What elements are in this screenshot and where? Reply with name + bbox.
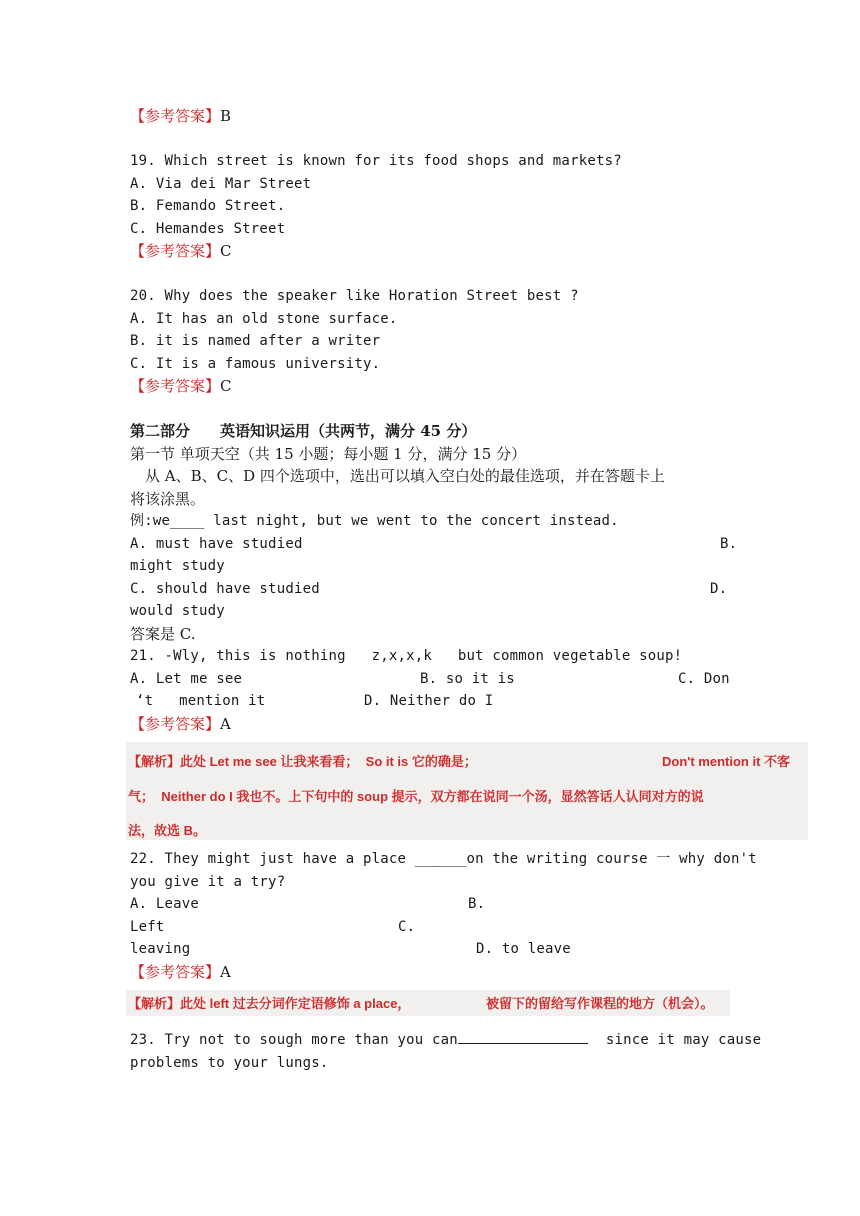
q19-option-b: B. Femando Street. <box>130 198 286 214</box>
q23-question-line-2: problems to your lungs. <box>130 1055 329 1071</box>
q22-question-line-2: you give it a try? <box>130 874 286 890</box>
q20-question: 20. Why does the speaker like Horation Street best ? <box>130 288 579 304</box>
example-option-b-text: might study <box>130 558 225 574</box>
example-option-c: C. should have studied <box>130 581 320 597</box>
answer-label: 【参考答案】 <box>130 242 221 260</box>
q21-option-c-part2: ‘t mention it <box>136 693 266 709</box>
answer-label: 【参考答案】 <box>130 963 221 981</box>
q22-analysis-part-1: 【解析】此处 left 过去分词作定语修饰 a place， <box>128 996 411 1011</box>
q21-option-a: A. Let me see <box>130 671 243 687</box>
q22-option-d: D. to leave <box>476 941 571 957</box>
q22-option-a: A. Leave <box>130 896 200 912</box>
section-heading: 第一节 单项天空（共 15 小题；每小题 1 分，满分 15 分） <box>130 445 527 463</box>
answer-value: A <box>220 715 231 733</box>
q20-option-b: B. it is named after a writer <box>130 333 381 349</box>
q21-analysis-line-1b: Don't mention it 不客 <box>662 754 791 769</box>
example-question: 例:we____ last night, but we went to the concert instead. <box>130 513 619 529</box>
q20-option-c: C. It is a famous university. <box>130 356 381 372</box>
q21-option-b: B. so it is <box>420 671 515 687</box>
q19-option-c: C. Hemandes Street <box>130 221 286 237</box>
answer-label: 【参考答案】 <box>130 377 221 395</box>
q19-answer <box>130 241 232 261</box>
example-option-a: A. must have studied <box>130 536 303 552</box>
q20-answer <box>130 376 232 396</box>
answer-value: C <box>220 377 232 395</box>
example-option-d-label: D. <box>710 581 728 597</box>
q22-answer <box>130 962 231 982</box>
q23-text-before-blank: 23. Try not to sough more than you can <box>130 1032 458 1048</box>
q21-option-c-part1: C. Don <box>678 671 730 687</box>
example-option-d-text: would study <box>130 603 225 619</box>
q22-option-b-text: Left <box>130 919 165 935</box>
q21-analysis-line-3: 法，故选 B。 <box>128 823 207 838</box>
instruction-line-1: 从 A、B、C、D 四个选项中，选出可以填入空白处的最佳选项，并在答题卡上 <box>130 467 665 485</box>
answer-blank <box>458 1031 588 1044</box>
q21-answer <box>130 714 231 734</box>
answer-value: B <box>220 107 232 125</box>
example-option-b-label: B. <box>720 536 738 552</box>
q23-text-after-blank: since it may cause <box>605 1032 762 1048</box>
q22-option-c-label: C. <box>398 919 416 935</box>
q23-question-line-1 <box>130 1030 761 1050</box>
q22-option-b-label: B. <box>468 896 486 912</box>
q22-analysis-part-2: 被留下的留给写作课程的地方（机会）。 <box>486 996 714 1011</box>
q20-option-a: A. It has an old stone surface. <box>130 311 398 327</box>
q19-option-a: A. Via dei Mar Street <box>130 176 312 192</box>
example-answer: 答案是 C. <box>130 625 196 643</box>
q22-option-c-text: leaving <box>130 941 191 957</box>
q21-option-d: D. Neither do I <box>364 693 494 709</box>
instruction-line-2: 将该涂黑。 <box>130 490 206 508</box>
q21-question: 21. -Wly, this is nothing z,x,x,k but common vegetable soup! <box>130 648 683 664</box>
answer-label: 【参考答案】 <box>130 715 221 733</box>
answer-value: A <box>220 963 231 981</box>
q21-analysis-line-2: 气； Neither do I 我也不。上下句中的 soup 提示，双方都在说同一个汤，显然答话人认同对方的说 <box>128 789 704 804</box>
q21-analysis-line-1a: 【解析】此处 Let me see 让我来看看； So it is 它的确是； <box>128 754 477 769</box>
part2-heading: 第二部分 英语知识运用（共两节，满分 45 分） <box>130 422 477 440</box>
q18-answer <box>130 106 231 126</box>
answer-value: C <box>220 242 232 260</box>
q22-question-line-1: 22. They might just have a place ______on the writing course 一 why don't <box>130 851 757 867</box>
q19-question: 19. Which street is known for its food shops and markets? <box>130 153 622 169</box>
answer-label: 【参考答案】 <box>130 107 221 125</box>
